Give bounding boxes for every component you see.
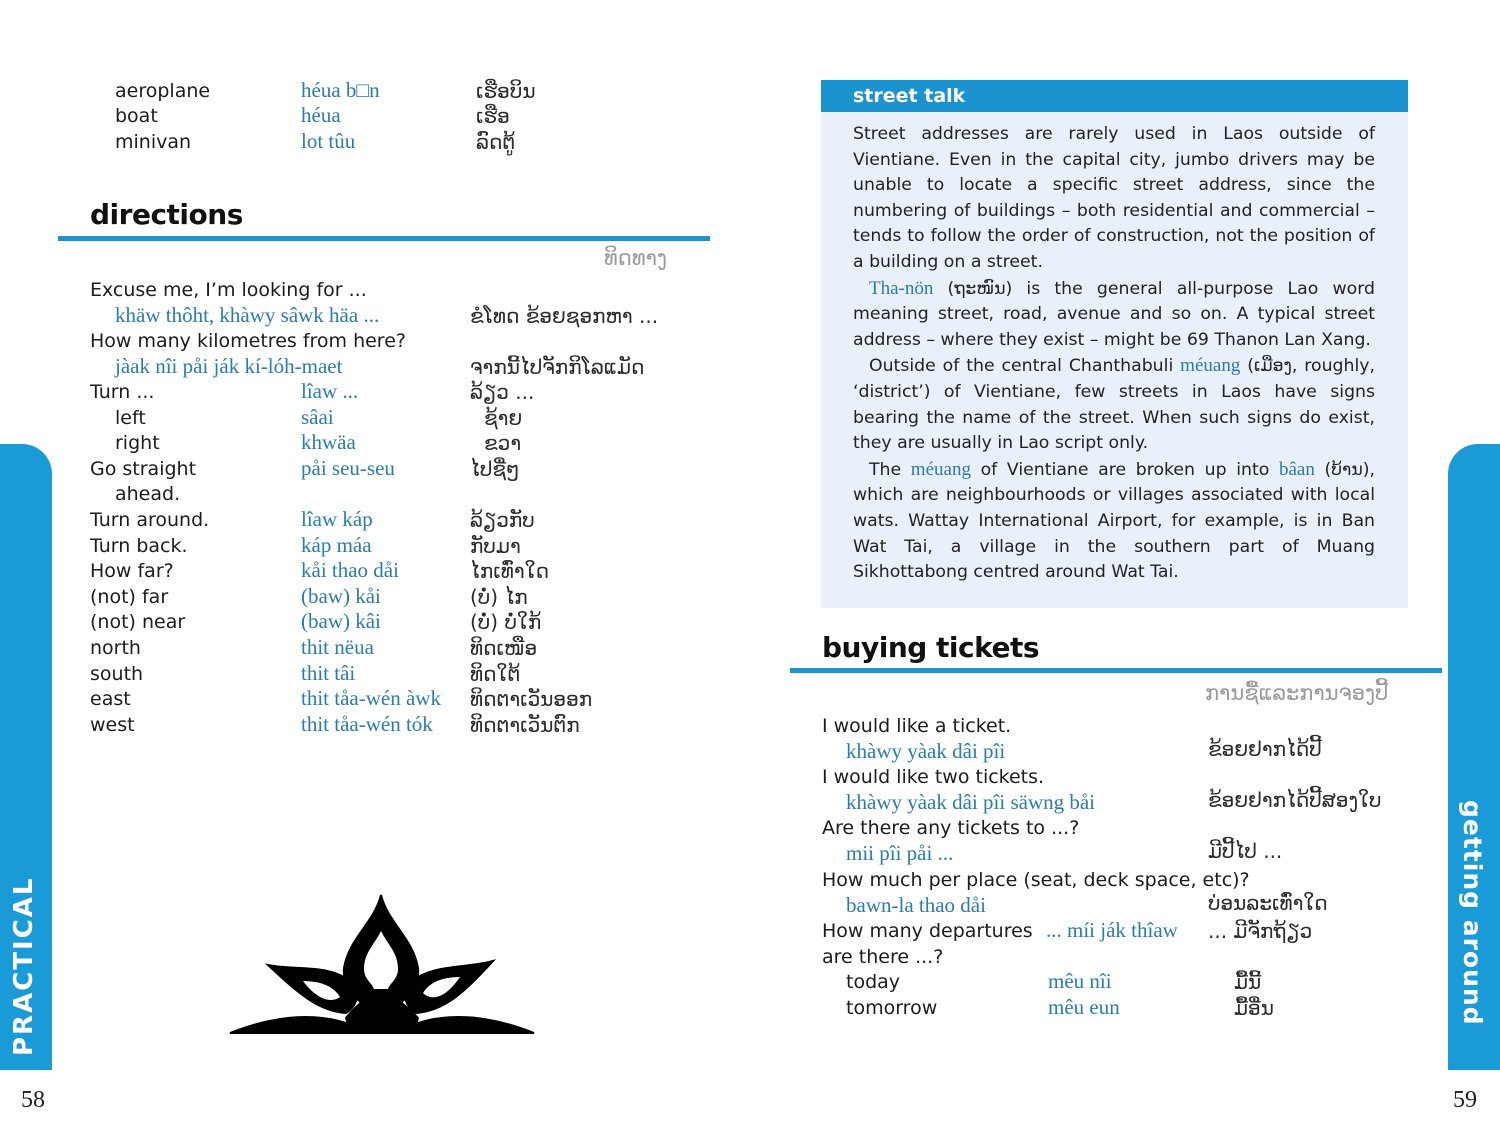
phrase-lao: ຈາກນີ້ໄປຈັກກິໂລແມັດ xyxy=(470,355,645,379)
english-term: boat xyxy=(115,105,158,127)
english-term: north xyxy=(90,637,141,659)
lao-term: (ບໍ່) ບໍ່ໃກ້ xyxy=(470,610,542,635)
street-talk-box xyxy=(821,80,1408,608)
english-term: tomorrow xyxy=(846,997,938,1019)
transliteration: lot tûu xyxy=(301,129,356,153)
phrase-lao: ຂໍໂທດ ຂ້ອຍຊອກຫາ ... xyxy=(470,304,659,328)
phrase-transliteration: mii pîi påi ... xyxy=(846,841,954,866)
section-tab-getting-around[interactable] xyxy=(1448,444,1500,1070)
lao-term: ມື້ນີ້ xyxy=(1234,970,1262,994)
street-talk-paragraph: Street addresses are rarely used in Laos outside of Vientiane. Even in the capital city, jumbo drivers may be unable to locate a specific street address, since the numbering of buildings – both residential and commercial – tends to follow the order of construction, not the position of a building on a street. xyxy=(853,124,1375,272)
transliteration: mêu nîi xyxy=(1048,969,1112,993)
lao-term: ລ້ຽວ ... xyxy=(470,380,535,404)
section-tab-label: getting around xyxy=(1458,800,1487,1026)
lao-term: ກັບມາ xyxy=(470,533,521,558)
lao-section-heading: ການຊື້ແລະການຈອງປີ້ xyxy=(1205,681,1389,705)
phrase-transliteration: bawn-la thao dåi xyxy=(846,892,986,917)
english-term: Turn ... xyxy=(90,381,155,403)
transliteration: (baw) kâi xyxy=(301,609,381,634)
street-talk-paragraph xyxy=(853,457,1375,586)
phrase-lao: ມີປີ້ໄປ ... xyxy=(1208,839,1283,864)
english-term: aeroplane xyxy=(115,80,211,102)
lao-section-heading: ທິດທາງ xyxy=(604,246,668,270)
lao-term: ໄປຊື່ໆ xyxy=(470,456,520,481)
lao-term: ຂວາ xyxy=(484,431,522,456)
transliteration: khwäa xyxy=(301,430,356,455)
transliteration: thit tåa-wén àwk xyxy=(301,686,441,711)
transliteration: mêu eun xyxy=(1048,995,1120,1019)
lao-term: ລ້ຽວກັບ xyxy=(470,508,535,532)
street-talk-title: street talk xyxy=(821,80,1408,112)
page-number: 58 xyxy=(21,1087,45,1113)
english-term: How far? xyxy=(90,560,174,583)
lao-term: ລົດຕູ້ xyxy=(476,130,516,154)
paragraph-text: (ບ້ານ), which are neighbourhoods or villages associated with local wats. Wattay International Airport, for example, is in Ban Wat Tai, a village in the southern part of Muang Sikhottabong centred around Wat Tai. xyxy=(853,459,1375,583)
phrase-english: are there ...? xyxy=(822,946,944,968)
phrase-english: How many departures xyxy=(822,920,1033,942)
english-term: Go straight xyxy=(90,457,197,480)
phrase-lao: ຂ້ອຍຢາກໄດ້ປີ້ xyxy=(1208,737,1322,761)
transliteration: thit tåa-wén tók xyxy=(301,711,433,736)
transliteration: kåi thao dåi xyxy=(301,558,399,583)
section-rule xyxy=(58,236,710,241)
section-tab-practical[interactable] xyxy=(0,444,52,1070)
english-term: west xyxy=(90,713,135,736)
lao-term-highlight: méuang xyxy=(910,458,971,480)
lao-term-highlight: méuang xyxy=(1180,355,1241,377)
english-term: right xyxy=(115,432,160,455)
phrase-transliteration: ... míi ják thîaw xyxy=(1046,918,1178,942)
english-term: Turn around. xyxy=(90,509,210,531)
phrase-english: Are there any tickets to ...? xyxy=(822,817,1080,840)
lotus-ornament-icon xyxy=(228,893,536,1035)
transliteration: (baw) kåi xyxy=(301,583,381,608)
phrase-english: I would like a ticket. xyxy=(822,715,1012,737)
transliteration: sâai xyxy=(301,404,334,429)
transliteration: káp máa xyxy=(301,532,372,557)
lao-term: (ບໍ່) ໄກ xyxy=(470,584,528,609)
phrase-transliteration: khäw thôht, khàwy sâwk häa ... xyxy=(115,303,380,327)
english-term: left xyxy=(115,406,146,429)
lao-term: ທິດໃຕ້ xyxy=(470,661,521,686)
english-term: minivan xyxy=(115,131,192,153)
section-tab-label: PRACTICAL xyxy=(9,876,39,1056)
phrase-english: I would like two tickets. xyxy=(822,766,1045,789)
paragraph-text: The xyxy=(869,459,911,480)
street-talk-paragraph xyxy=(853,353,1375,456)
lao-term-highlight: bâan xyxy=(1278,458,1315,480)
section-heading-directions: directions xyxy=(90,198,243,231)
phrase-english: Excuse me, I’m looking for ... xyxy=(90,279,367,301)
lao-term: ທິດຕາເວັນອອກ xyxy=(470,687,593,712)
transliteration: thit tâi xyxy=(301,660,356,685)
section-rule xyxy=(790,668,1442,673)
english-term: ahead. xyxy=(115,483,181,506)
english-term: east xyxy=(90,688,131,711)
lao-term: ມື້ອື່ນ xyxy=(1234,996,1274,1020)
lao-term: ເຮືອບິນ xyxy=(476,79,536,103)
transliteration: héua b□n xyxy=(301,78,380,102)
phrase-english: How much per place (seat, deck space, etc)? xyxy=(822,868,1250,891)
phrase-lao: ບ່ອນລະເທົ່າໃດ xyxy=(1208,890,1328,915)
lao-term: ທິດຕາເວັນຕົກ xyxy=(470,712,580,737)
transliteration: lîaw káp xyxy=(301,507,373,531)
english-term: today xyxy=(846,971,901,993)
phrase-transliteration: jàak nîi påi ják kí-lóh-maet xyxy=(115,354,343,378)
page-number: 59 xyxy=(1453,1087,1477,1113)
section-heading-buying-tickets: buying tickets xyxy=(822,631,1040,664)
lao-term: ທິດເໜືອ xyxy=(470,636,538,660)
transliteration: héua xyxy=(301,103,341,127)
english-term: Turn back. xyxy=(90,534,188,557)
street-talk-paragraph xyxy=(853,276,1375,354)
transliteration: påi seu-seu xyxy=(301,455,395,480)
phrase-lao: ຂ້ອຍຢາກໄດ້ປີ້ສອງໃບ xyxy=(1208,788,1382,813)
phrase-transliteration: khàwy yàak dâi pîi xyxy=(846,739,1006,763)
phrase-lao: ... ມີຈັກຖ້ຽວ xyxy=(1208,919,1313,943)
lao-term: ໄກເທົ່າໃດ xyxy=(470,559,549,584)
transliteration: lîaw ... xyxy=(301,379,359,403)
lao-term-highlight: Tha-nön xyxy=(869,277,934,299)
english-term: (not) near xyxy=(90,611,186,634)
lao-term: ເຮືອ xyxy=(476,104,510,128)
paragraph-text: Outside of the central Chanthabuli xyxy=(869,356,1181,377)
lao-term: ຊ້າຍ xyxy=(484,405,523,430)
street-talk-body xyxy=(853,122,1375,586)
paragraph-text: (ເມືອງ, roughly, ‘district’) of Vientiane, few streets in Laos have signs bearing the name of the street. When such signs do exist, they are usually in Lao script only. xyxy=(853,356,1375,454)
paragraph-text: of Vientiane are broken up into xyxy=(970,459,1279,480)
phrase-transliteration: khàwy yàak dâi pîi säwng båi xyxy=(846,790,1096,815)
english-term: south xyxy=(90,662,144,685)
phrase-english: How many kilometres from here? xyxy=(90,330,406,352)
transliteration: thit nëua xyxy=(301,635,374,659)
english-term: (not) far xyxy=(90,585,169,608)
paragraph-text: (ຖະໜົນ) is the general all-purpose Lao word meaning street, road, avenue and so on. A typical street address – where they exist – might be 69 Thanon Lan Xang. xyxy=(853,278,1375,350)
